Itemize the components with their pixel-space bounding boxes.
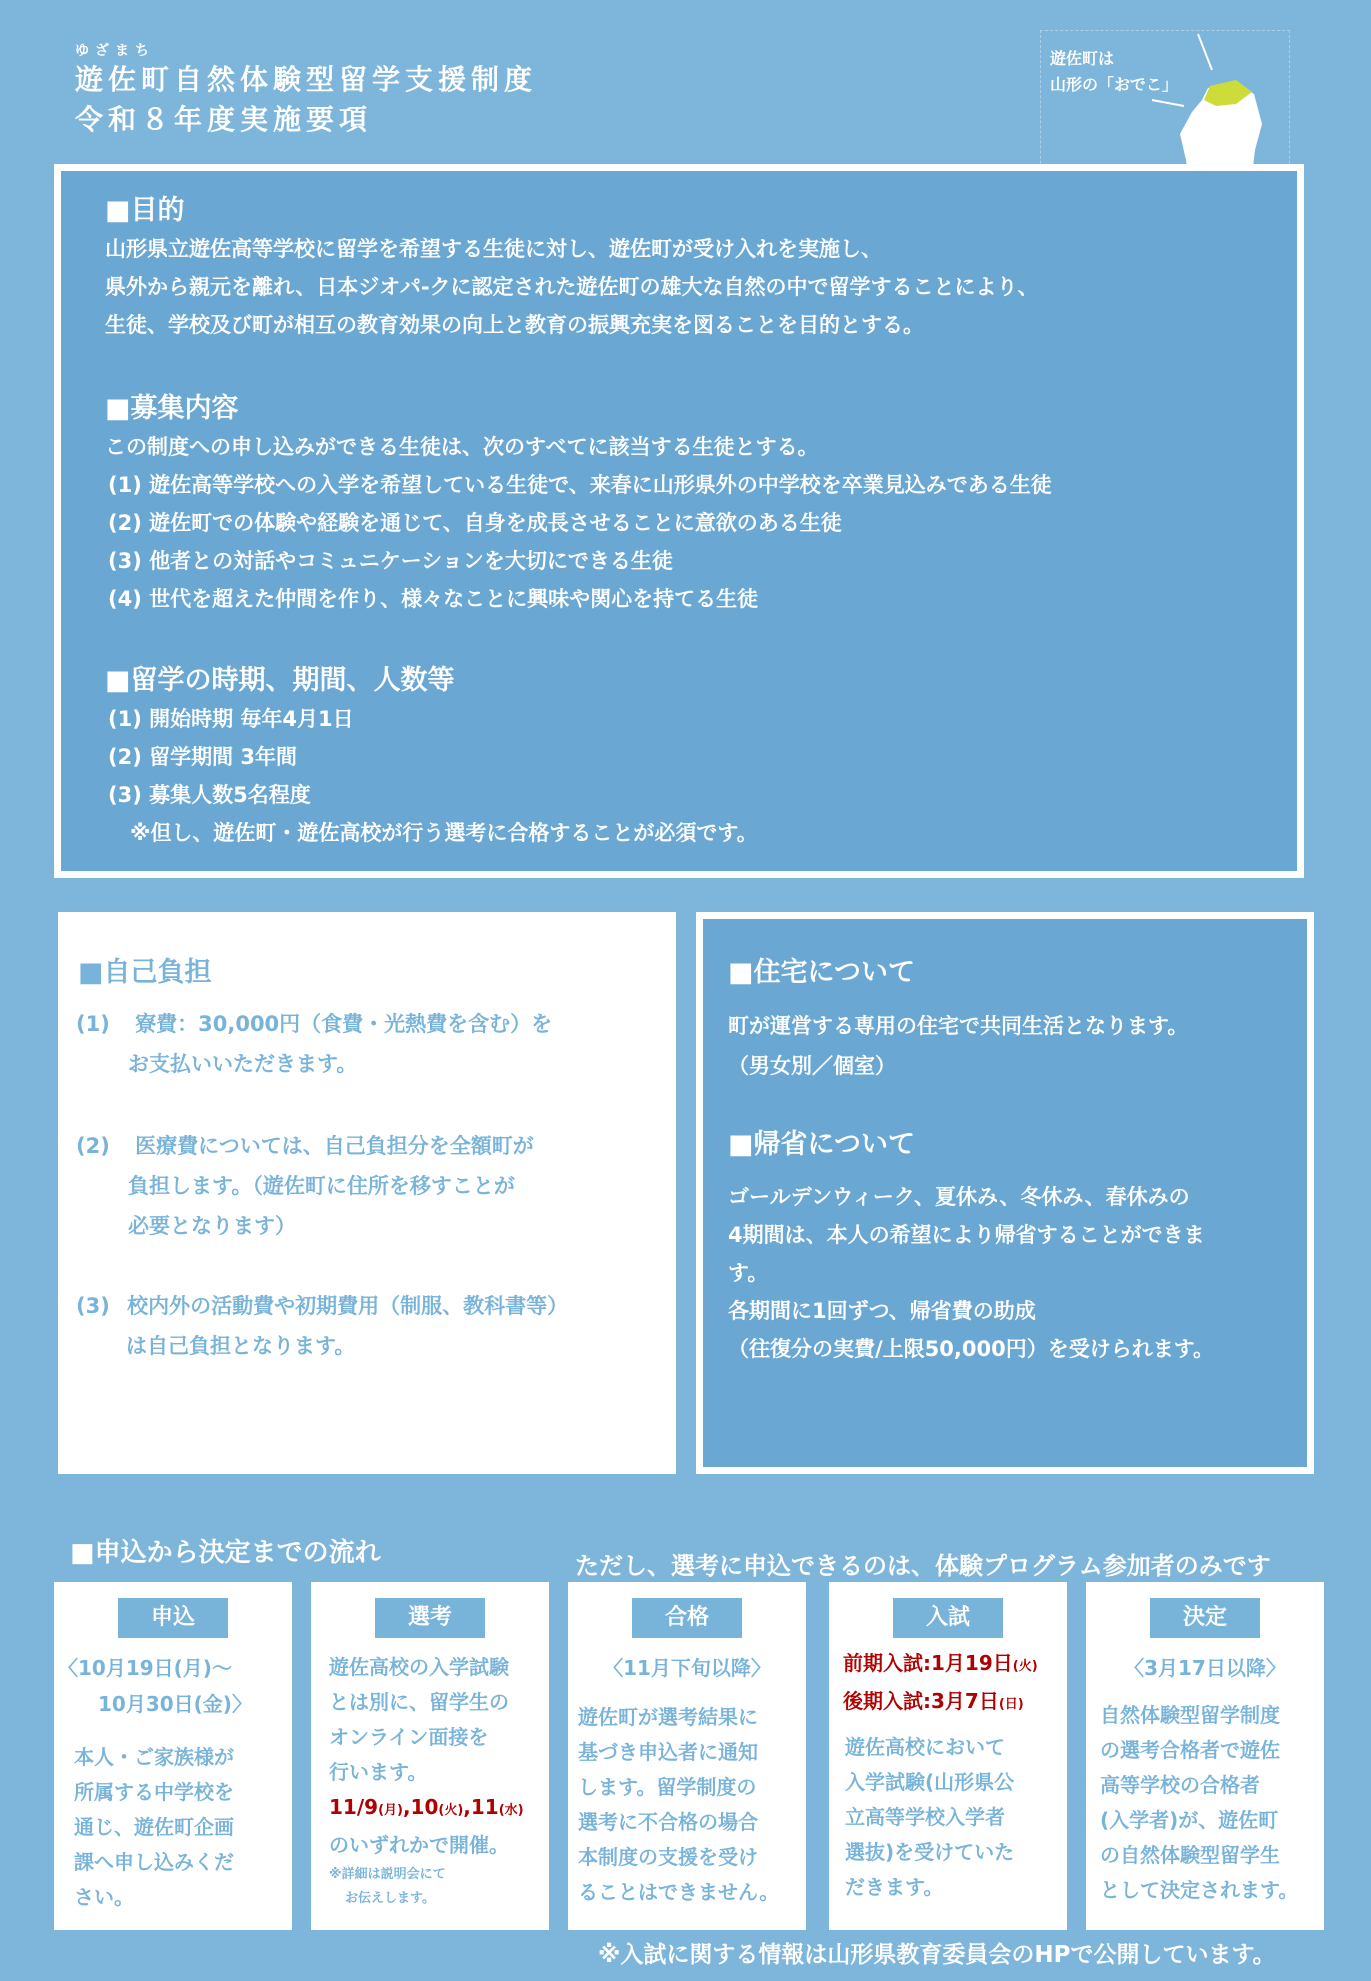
- flow-text-line: 所属する中学校を: [74, 1780, 234, 1804]
- flow-text-line: 行います。: [329, 1760, 428, 1784]
- homecoming-line: ゴールデンウィーク、夏休み、冬休み、春休みの: [728, 1185, 1190, 1209]
- flow-text-line: 選考に不合格の場合: [578, 1810, 758, 1834]
- flow-card-select: [311, 1582, 549, 1930]
- flow-heading: ■申込から決定までの流れ: [70, 1538, 381, 1568]
- homecoming-line: 4期間は、本人の希望により帰省することができま: [728, 1223, 1205, 1247]
- flow-small-note: お伝えします。: [345, 1891, 435, 1906]
- flow-text-line: 課へ申し込みくだ: [74, 1850, 234, 1874]
- flow-text-line: の選考合格者で遊佐: [1100, 1738, 1280, 1762]
- flow-date: 〈11月下旬以降〉: [603, 1656, 771, 1680]
- flow-text-line: ることはできません。: [578, 1880, 780, 1904]
- housing-heading: ■住宅について: [728, 957, 915, 988]
- flow-text-line: 高等学校の合格者: [1100, 1773, 1260, 1797]
- recruit-intro: この制度への申し込みができる生徒は、次のすべてに該当する生徒とする。: [105, 435, 819, 459]
- flow-card-pass: [568, 1582, 806, 1930]
- period-item: (1) 開始時期 毎年4月1日: [108, 707, 354, 731]
- burden-item-label: (2): [76, 1134, 110, 1158]
- date: 後期入試:3月7日: [843, 1689, 999, 1713]
- exam-date-early: [843, 1646, 1053, 1684]
- burden-item-text: 寮費：30,000円（食費・光熱費を含む）を: [135, 1012, 553, 1036]
- date: ,11: [463, 1795, 499, 1819]
- flow-text-line: 通じ、遊佐町企画: [74, 1815, 234, 1839]
- recruit-list: [108, 466, 1052, 618]
- footer-note: ※入試に関する情報は山形県教育委員会のHPで公開しています。: [598, 1942, 1276, 1968]
- burden-item-text: 負担します。（遊佐町に住所を移すことが: [128, 1174, 515, 1198]
- flow-text-line: します。留学制度の: [578, 1775, 757, 1799]
- selection-dates: [329, 1790, 535, 1828]
- flow-text: [845, 1730, 1053, 1905]
- flow-text: [578, 1700, 802, 1910]
- weekday: (水): [498, 1803, 524, 1818]
- burden-item-text: 医療費については、自己負担分を全額町が: [135, 1134, 534, 1158]
- purpose-line: 県外から親元を離れ、日本ジオパ-クに認定された遊佐町の雄大な自然の中で留学することにより、: [105, 275, 1039, 299]
- weekday: (月): [378, 1803, 403, 1818]
- recruit-item: (2) 遊佐町での体験や経験を通じて、自身を成長させることに意欲のある生徒: [108, 511, 842, 535]
- map-label-line2: 山形の「おでこ」: [1050, 75, 1178, 94]
- flow-card-exam: [829, 1582, 1067, 1930]
- flow-text-line: として決定されます。: [1100, 1878, 1299, 1902]
- recruit-item: (3) 他者との対話やコミュニケーションを大切にできる生徒: [108, 549, 673, 573]
- purpose-heading: ■目的: [105, 195, 185, 226]
- flow-badge: 決定: [1150, 1598, 1260, 1638]
- purpose-line: 山形県立遊佐高等学校に留学を希望する生徒に対し、遊佐町が受け入れを実施し、: [105, 237, 882, 261]
- homecoming-line: す。: [728, 1261, 769, 1285]
- page-title: 遊佐町自然体験型留学支援制度: [75, 63, 538, 96]
- weekday: (火): [1012, 1659, 1038, 1674]
- weekday: (日): [998, 1697, 1024, 1712]
- period-item: (3) 募集人数5名程度: [108, 783, 311, 807]
- flow-text-line: さい。: [74, 1885, 134, 1909]
- flow-date-line: 〈10月19日(月)～: [58, 1656, 232, 1680]
- page-subtitle: 令和８年度実施要項: [75, 103, 373, 136]
- period-heading: ■留学の時期、期間、人数等: [105, 665, 455, 696]
- recruit-item: (1) 遊佐高等学校への入学を希望している生徒で、来春に山形県外の中学校を卒業見込みである生徒: [108, 473, 1052, 497]
- homecoming-heading: ■帰省について: [728, 1129, 915, 1160]
- burden-item-3: [76, 1286, 568, 1366]
- burden-item-text: は自己負担となります。: [126, 1334, 356, 1358]
- homecoming-line: （往復分の実費/上限50,000円）を受けられます。: [728, 1337, 1215, 1361]
- flow-text-line: 本制度の支援を受け: [578, 1845, 758, 1869]
- exam-dates: [843, 1646, 1053, 1722]
- burden-item-label: (1): [76, 1012, 110, 1036]
- flow-text-line: 基づき申込者に通知: [578, 1740, 758, 1764]
- recruit-heading: ■募集内容: [105, 393, 239, 424]
- recruit-item: (4) 世代を超えた仲間を作り、様々なことに興味や関心を持てる生徒: [108, 587, 759, 611]
- flow-text-line: 選抜)を受けていた: [845, 1840, 1015, 1864]
- flow-text-line: オンライン面接を: [329, 1725, 489, 1749]
- title-ruby: ゆざまち: [75, 43, 155, 59]
- flow-text-line: 自然体験型留学制度: [1100, 1703, 1280, 1727]
- burden-item-label: (3): [76, 1294, 110, 1318]
- burden-heading: ■自己負担: [78, 957, 212, 988]
- exam-date-late: [843, 1684, 1053, 1722]
- housing-line: 町が運営する専用の住宅で共同生活となります。: [728, 1014, 1189, 1038]
- flow-text-line: の自然体験型留学生: [1100, 1843, 1280, 1867]
- burden-item-text: 校内外の活動費や初期費用（制服、教科書等）: [127, 1294, 569, 1318]
- period-list: [108, 700, 758, 852]
- flow-text-line: (入学者)が、遊佐町: [1100, 1808, 1279, 1832]
- flow-text-line: 遊佐高校の入学試験: [329, 1655, 509, 1679]
- period-item: (2) 留学期間 3年間: [108, 745, 298, 769]
- map-label: [1050, 46, 1178, 98]
- flow-date: [58, 1650, 284, 1722]
- burden-item-2: [76, 1126, 534, 1246]
- flow-text-line: 遊佐高校において: [845, 1735, 1005, 1759]
- flow-date: 〈3月17日以降〉: [1124, 1656, 1286, 1680]
- flow-text: [1100, 1698, 1320, 1908]
- date: ,10: [402, 1795, 439, 1819]
- flow-card-apply: [54, 1582, 292, 1930]
- flow-badge: 申込: [118, 1598, 228, 1638]
- homecoming-line: 各期間に1回ずつ、帰省費の助成: [728, 1299, 1036, 1323]
- flow-small-note: ※詳細は説明会にて: [329, 1867, 446, 1882]
- flow-text-line: のいずれかで開催。: [329, 1833, 509, 1857]
- flow-text-line: だきます。: [845, 1875, 944, 1899]
- date: 11/9: [329, 1795, 379, 1819]
- flow-text: [329, 1650, 535, 1911]
- burden-item-text: お支払いいただきます。: [128, 1052, 358, 1076]
- date: 前期入試:1月19日: [843, 1651, 1013, 1675]
- housing-text: [728, 1006, 1188, 1086]
- weekday: (火): [438, 1803, 464, 1818]
- flow-badge: 入試: [893, 1598, 1003, 1638]
- flow-text-line: 遊佐町が選考結果に: [578, 1705, 758, 1729]
- flow-card-decide: [1086, 1582, 1324, 1930]
- flow-text-line: 入学試験(山形県公: [845, 1770, 1015, 1794]
- burden-item-text: 必要となります）: [128, 1214, 296, 1238]
- purpose-text: [105, 230, 1039, 344]
- homecoming-text: [728, 1178, 1214, 1368]
- flow-text: [74, 1740, 278, 1915]
- purpose-line: 生徒、学校及び町が相互の教育効果の向上と教育の振興充実を図ることを目的とする。: [105, 313, 924, 337]
- flow-badge: 合格: [632, 1598, 742, 1638]
- flow-text-line: とは別に、留学生の: [329, 1690, 509, 1714]
- flow-badge: 選考: [375, 1598, 485, 1638]
- flow-date-line: 10月30日(金)〉: [98, 1692, 252, 1716]
- map-label-line1: 遊佐町は: [1050, 49, 1115, 68]
- flow-text-line: 本人・ご家族様が: [74, 1745, 234, 1769]
- period-note: ※但し、遊佐町・遊佐高校が行う選考に合格することが必須です。: [130, 821, 758, 845]
- housing-line: （男女別／個室）: [728, 1054, 896, 1078]
- burden-item-1: [76, 1004, 552, 1084]
- flow-note: ただし、選考に申込できるのは、体験プログラム参加者のみです: [575, 1552, 1271, 1580]
- flow-text-line: 立高等学校入学者: [845, 1805, 1005, 1829]
